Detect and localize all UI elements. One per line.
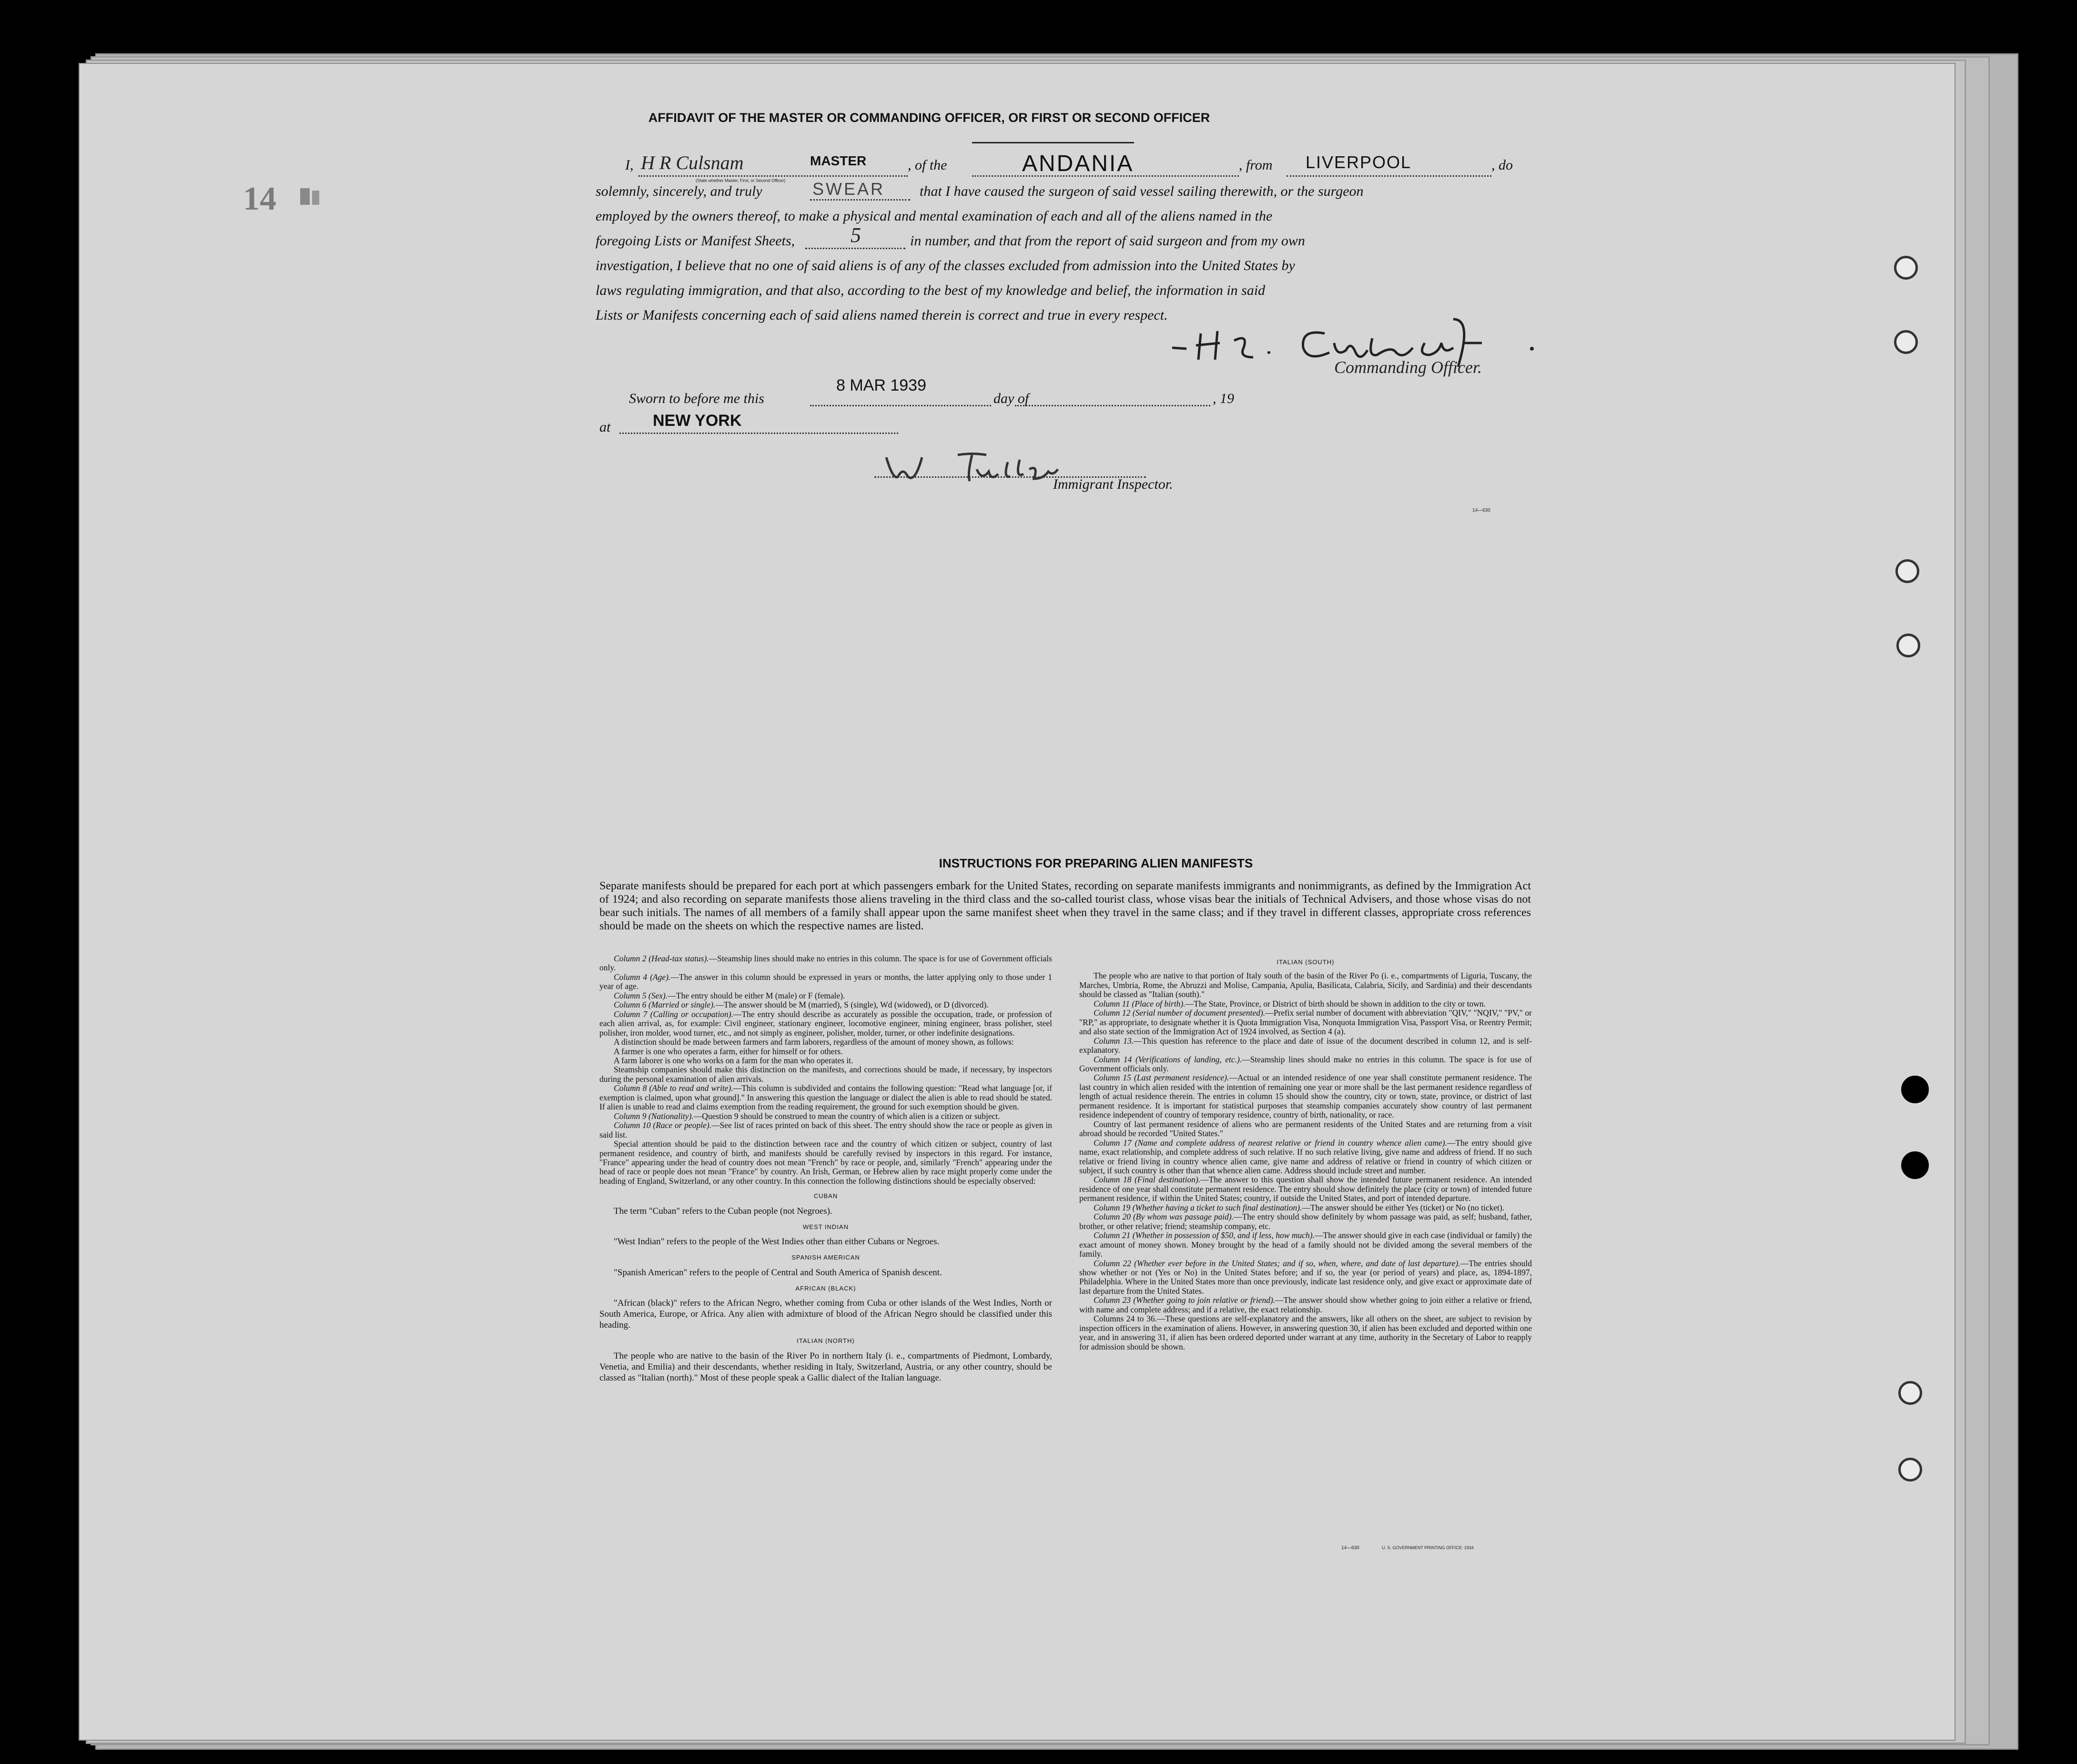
col9-text: —Question 9 should be construed to mean the country of which alien is a citizen or subject. [693,1111,1000,1121]
affidavit-line2-pre: solemnly, sincerely, and truly [596,183,762,199]
italian-south-text: The people who are native to that portion of Italy south of the basin of the River Po (i. e., compartments of Liguria, Tuscany, the Marches, Umbria, Rome, the Abruzzi and Molise, Campania, Apulia, Basilicata, Calabria, Sicily, and Sardinia) and their descendants should be classed as "Italian (south)." [1079,971,1532,999]
col9-label: Column 9 (Nationality). [614,1111,694,1121]
from-label: , from [1239,157,1273,173]
col19-text: —The answer should be either Yes (ticket) or No (no ticket). [1302,1202,1505,1212]
col20-label: Column 20 (By whom was passage paid). [1094,1212,1234,1222]
col23-label: Column 23 (Whether going to join relative or friend). [1094,1295,1276,1305]
col17-text: —The entry should give name, exact relationship, and complete address of such relative. If no such relative living, give name and address of friend. If no such relative or friend living in country whence alien came, give name and address of relative or friend in country of which citizen or subject, if such country is other than that whence alien came. Address should include street and number. [1079,1138,1532,1175]
day-of-label: day of [993,391,1029,406]
printing-office: U. S. GOVERNMENT PRINTING OFFICE: 1934 [1382,1545,1474,1550]
sworn-day-line [810,405,991,406]
of-the-label: , of the [908,157,947,173]
inspector-signature [881,457,883,458]
stamp-text: 14 [243,181,276,217]
affidavit-form-number: 14—630 [1472,508,1490,513]
country-residence-text: Country of last permanent residence of aliens who are permanent residents of the United States and are returning from a visit abroad should be recorded "United States." [1079,1119,1532,1139]
instructions-left-column [599,954,1052,1383]
col12-label: Column 12 (Serial number of document presented). [1094,1008,1266,1018]
port-field-line [1287,175,1491,177]
rank-field-line [638,175,908,177]
sworn-city: NEW YORK [653,412,742,430]
sworn-label: Sworn to before me this [629,391,764,406]
heading-italian-north: ITALIAN (NORTH) [797,1337,855,1345]
col4-text: —The answer in this column should be expressed in years or months, the latter applying only to those under 1 year of age. [599,972,1052,991]
binder-hole [1894,330,1918,354]
commanding-officer-signature [1170,333,1173,334]
heading-african: AFRICAN (BLACK) [795,1284,856,1292]
farmer-definition: A farmer is one who operates a farm, either for himself or for others. [614,1046,843,1056]
col11-text: —The State, Province, or District of birth should be shown in addition to the city or town. [1185,998,1486,1008]
affidavit-title: AFFIDAVIT OF THE MASTER OR COMMANDING OFFICER, OR FIRST OR SECOND OFFICER [648,111,1210,125]
stamp-mark [238,143,329,248]
col14-label: Column 14 (Verifications of landing, etc.). [1094,1054,1242,1064]
col22-text: —The entries should show whether or not (Yes or No) in the United States before; and if so, the year (or period of years) and place, as, 1894-1897, Philadelphia. Where in the United States more than once previously, indicate last residence only, and give exact or approximate date of last departure from the United States. [1079,1258,1532,1296]
rank-hint: (State whether Master, First, or Second Officer) [696,178,786,183]
col21-text: —The answer should give in each case (individual or family) the exact amount of money shown. Money brought by the head of a family should not be divided among the several members of the family. [1079,1230,1532,1259]
col8-text: —This column is subdivided and contains the following question: "Read what language [or, if exemption is claimed, upon what ground]." In answering this question the language or dialect the alien is able to read should be stated. If alien is unable to read and claims exemption from the reading requirement, the ground for such exemption should be given. [599,1083,1052,1112]
col13-text: —This question has reference to the place and date of issue of the document described in column 12, and is self-explanatory. [1079,1036,1532,1055]
col18-label: Column 18 (Final destination). [1094,1175,1201,1185]
west-indian-text: "West Indian" refers to the people of the West Indies other than either Cubans or Negroes. [614,1237,940,1247]
oath-field-line [810,199,910,201]
binder-hole [1894,256,1918,280]
departure-port: LIVERPOOL [1306,152,1412,172]
col21-label: Column 21 (Whether in possession of $50, and if less, how much). [1094,1230,1315,1240]
farmer-distinction: A distinction should be made between farmers and farm laborers, regardless of the amount of money shown, as follows: [614,1037,1014,1047]
special-attention: Special attention should be paid to the distinction between race and the country of which citizen or subject, country of last permanent residence, and country of birth, and manifests should be carefully revised by inspectors in this regard. For instance, "France" appearing under the head of country does not mean "French" by race or people, and, similarly "French" appearing under the head of race or people does not mean "France" by country. An Irish, German, or Hebrew alien by race might properly come under the heading of England, Switzerland, or any other country. In this connection the following distinctions should be especially observed: [599,1139,1052,1186]
sworn-date: 8 MAR 1939 [836,376,926,394]
col14-text: —Steamship lines should make no entries in this column. The space is for use of Government officials only. [1079,1054,1532,1073]
affidavit-line3: employed by the owners thereof, to make a physical and mental examination of each and all of the aliens named in the [596,208,1273,224]
col7-label: Column 7 (Calling or occupation). [614,1009,733,1019]
affidavit-i: I, [625,157,634,173]
cuban-text: The term "Cuban" refers to the Cuban people (not Negroes). [614,1206,832,1216]
col2-label: Column 2 (Head-tax status). [614,954,709,963]
col10-label: Column 10 (Race or people). [614,1120,712,1130]
affidavit-line4-pre: foregoing Lists or Manifest Sheets, [596,233,795,249]
sheet-count-line [805,248,905,249]
spanish-american-text: "Spanish American" refers to the people of Central and South America of Spanish descent. [614,1267,942,1278]
col13-label: Column 13. [1094,1036,1134,1046]
steamship-distinction: Steamship companies should make this distinction on the manifests, and corrections should be made, if necessary, by inspectors during the personal examination of alien arrivals. [599,1065,1052,1084]
col2-text: —Steamship lines should make no entries in this column. The space is for use of Government officials only. [599,954,1052,973]
instructions-form-number: 14—630 [1341,1545,1359,1551]
binder-hole-punched [1901,1076,1929,1103]
year-label: , 19 [1213,391,1234,406]
rank-value: MASTER [810,153,867,168]
affidavit-line5: investigation, I believe that no one of said aliens is of any of the classes excluded from admission into the United States by [596,258,1295,273]
do-label: , do [1491,157,1513,173]
instructions-right-column [1079,958,1532,1351]
italian-north-text: The people who are native to the basin of the River Po in northern Italy (i. e., compartments of Piedmont, Lombardy, Venetia, and Emilia) and their descendants, whether residing in Italy, Switzerland, Austria, or any other country, should be classed as "Italian (north)." Most of these people speak a Gallic dialect of the Italian language. [599,1351,1052,1383]
instructions-title: INSTRUCTIONS FOR PREPARING ALIEN MANIFESTS [939,856,1253,870]
col6-label: Column 6 (Married or single). [614,1000,716,1010]
affidavit-line2-post: that I have caused the surgeon of said vessel sailing therewith, or the surgeon [920,183,1364,199]
heading-spanish-american: SPANISH AMERICAN [791,1254,860,1261]
instructions-intro: Separate manifests should be prepared for each port at which passengers embark for the United States, recording on separate manifests immigrants and nonimmigrants, as defined by the Immigration Act of 1924; and also recording on separate manifests those aliens traveling in the third class and the so-called tourist class, whose visas bear the initials of Technical Advisers, and those whose visas do not bear such initials. The names of all members of a family shall appear upon the same manifest sheet when they travel in the same class; and if they travel in different classes, appropriate cross references should be made on the sheets on which the respective names are listed. [599,880,1531,932]
col12-text: —Prefix serial number of document with abbreviation "QIV," "NQIV," "PV," or "RP," as appropriate, to designate whether it is Quota Immigration Visa, Nonquota Immigration Visa, Passport Visa, or Reentry Permit; and also state section of the Immigration Act of 1924 involved, as Section 4 (a). [1079,1008,1532,1037]
col7-text: —The entry should describe as accurately as possible the occupation, trade, or profession of each alien arrival, as, for example: Civil engineer, stationary engineer, locomotive engineer, mining engineer, brass polisher, steel polisher, iron molder, wood turner, etc., and not simply as engineer, polisher, molder, turner, or other indefinite designations. [599,1009,1052,1038]
col8-label: Column 8 (Able to read and write). [614,1083,733,1093]
heading-west-indian: WEST INDIAN [803,1223,849,1230]
african-text: "African (black)" refers to the African Negro, whether coming from Cuba or other islands of the West Indies, North or South America, Europe, or Africa. Any alien with admixture of blood of the African Negro should be classified under this heading. [599,1298,1052,1331]
col22-label: Column 22 (Whether ever before in the United States; and if so, when, where, and date of last departure). [1094,1258,1460,1268]
binder-hole [1898,1381,1922,1405]
heading-italian-south: ITALIAN (SOUTH) [1277,958,1335,966]
col6-text: —The answer should be M (married), S (single), Wd (widowed), or D (divorced). [715,1000,989,1010]
binder-hole [1898,1458,1922,1482]
binder-hole-punched [1901,1151,1929,1179]
col10-text: —See list of races printed on back of this sheet. The entry should show the race or people as given in said list. [599,1120,1052,1139]
col4-label: Column 4 (Age). [614,972,671,982]
col24-36-text: Columns 24 to 36.—These questions are self-explanatory and the answers, like all others on the sheet, are subject to revision by inspection officers in the examination of aliens. However, in answering question 30, if alien has been excluded and deported within one year, and in answering 31, if alien has been ordered deported under warrant at any time, authority in the Secretary of Labor to reapply for admission should be shown. [1079,1314,1532,1351]
at-label: at [599,419,611,435]
month-line [1015,405,1210,406]
heading-cuban: CUBAN [813,1192,838,1200]
binder-hole [1896,634,1920,657]
commanding-officer-title: Commanding Officer. [1334,358,1482,377]
title-rule [972,142,1134,143]
vessel-field-line [972,175,1239,177]
col15-text: —Actual or an intended residence of one year shall constitute permanent residence. The last country in which alien resided with the intention of remaining one year or more shall be the last permanent residence regardless of length of actual residence therein. The entries in column 15 should show the country, city or town, state, province, or district of last permanent residence. It is important for statistical purposes that steamship companies accurately show country of last permanent residence independent of country of temporary residence, country of birth, nationality, or race. [1079,1073,1532,1120]
inspector-title: Immigrant Inspector. [1053,476,1173,492]
col17-label: Column 17 (Name and complete address of nearest relative or friend in country whence alien came). [1094,1138,1447,1148]
col23-text: —The answer should show whether going to join either a relative or friend, with name and complete address; and if a relative, the exact relationship. [1079,1295,1532,1314]
col15-label: Column 15 (Last permanent residence). [1094,1073,1229,1083]
binder-hole [1895,559,1919,583]
col18-text: —The answer to this question shall show the intended future permanent residence. An intended residence of one year shall constitute permanent residence. The entry should show definitely the place (city or town) of intended future permanent residence, if within the United States; country, if outside the United States, and port of intended departure. [1079,1175,1532,1203]
col11-label: Column 11 (Place of birth). [1094,998,1185,1008]
col20-text: —The entry should show definitely by whom passage was paid, as self; husband, father, brother, or other relative; friend; steamship company, etc. [1079,1212,1532,1231]
col19-label: Column 19 (Whether having a ticket to such final destination). [1094,1202,1302,1212]
vessel-name: ANDANIA [1022,151,1134,176]
affidavit-line6: laws regulating immigration, and that also, according to the best of my knowledge and belief, the information in said [596,282,1266,298]
oath-word: SWEAR [812,179,885,199]
col5-text: —The entry should be either M (male) or F (female). [668,990,845,1000]
affidavit-line7: Lists or Manifests concerning each of said aliens named therein is correct and true in every respect. [596,307,1168,323]
col5-label: Column 5 (Sex). [614,990,668,1000]
master-signature: H R Culsnam [641,152,744,173]
sheet-count: 5 [851,223,861,247]
city-line [619,433,898,434]
affidavit-line4-post: in number, and that from the report of said surgeon and from my own [910,233,1305,249]
farm-laborer-definition: A farm laborer is one who works on a farm for the man who operates it. [614,1055,853,1065]
